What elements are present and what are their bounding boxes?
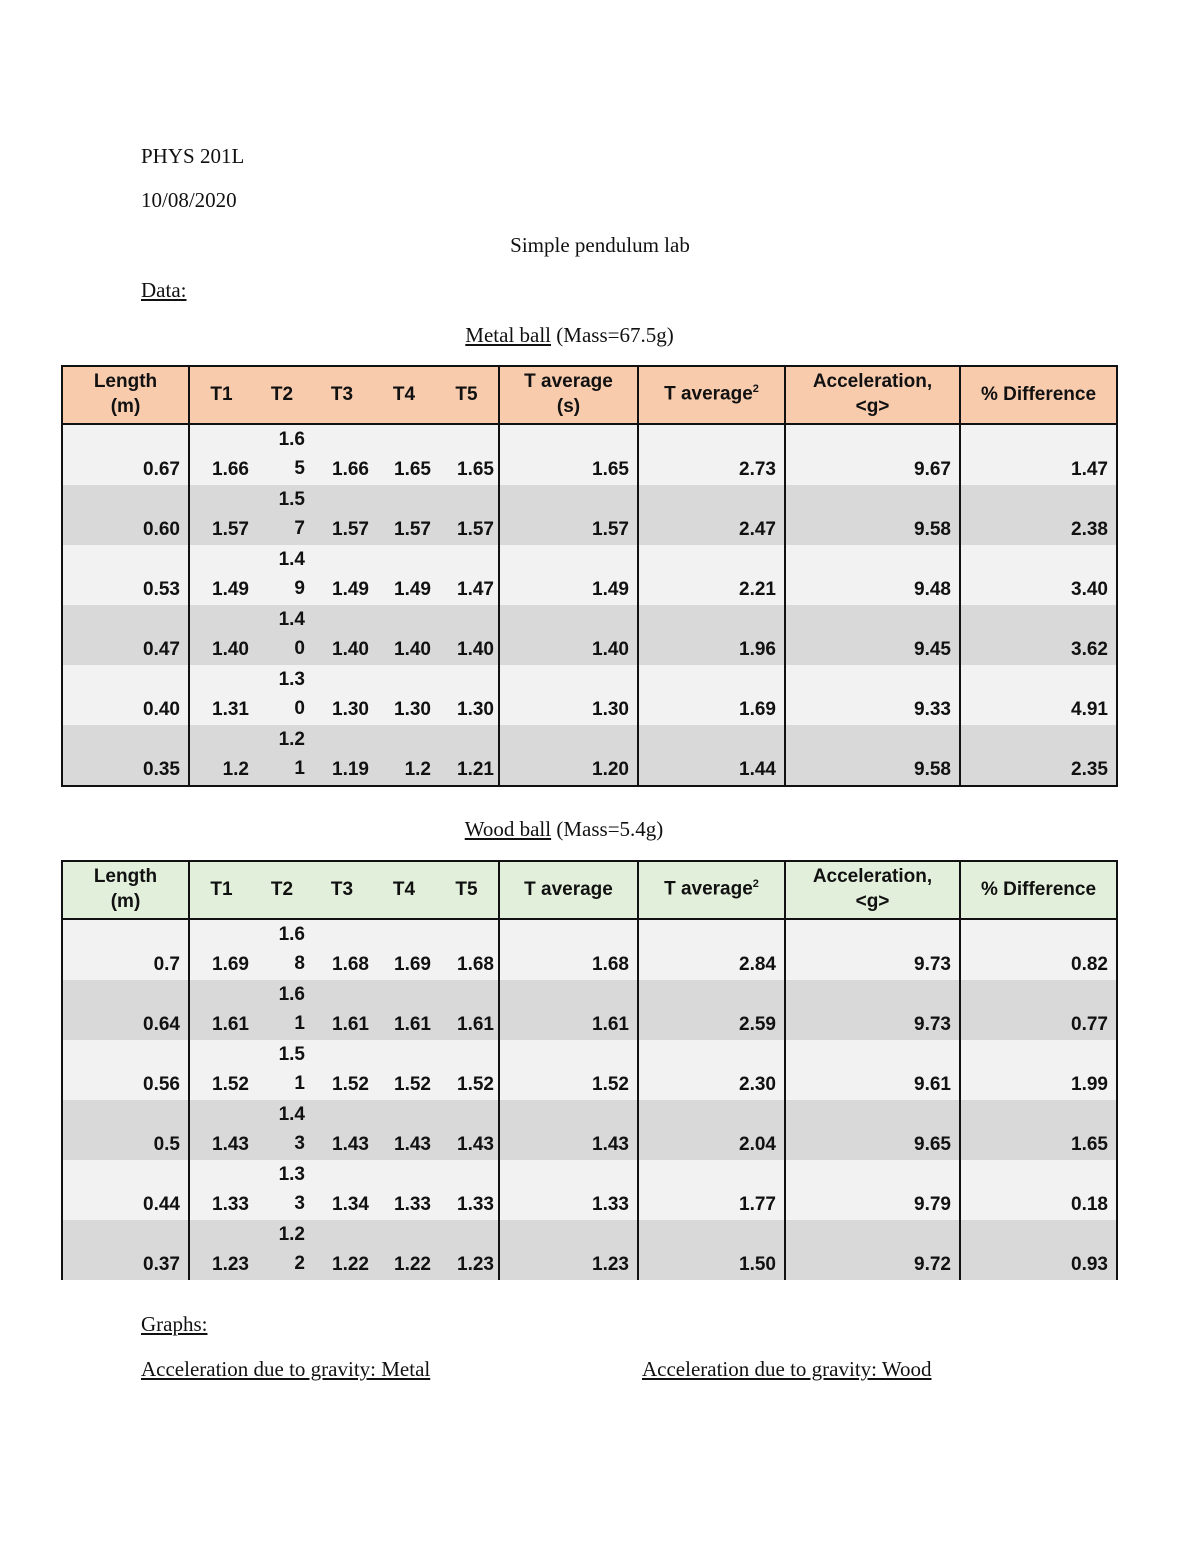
cell-t5: 1.21 (435, 725, 499, 786)
header-t-average-squared: T average$^2$ (638, 366, 785, 424)
cell-acceleration: 9.58 (785, 485, 960, 545)
cell-acceleration: 9.73 (785, 919, 960, 980)
header-t3: T3 (311, 366, 373, 424)
header-t4: T4 (373, 366, 435, 424)
header-t-average-squared: T average$^2$ (638, 861, 785, 919)
cell-t3: 1.68 (311, 919, 373, 980)
cell-t-average: 1.49 (499, 545, 638, 605)
cell-t2: 1.3 3 (253, 1160, 311, 1220)
cell-t3: 1.43 (311, 1100, 373, 1160)
cell-t-average-squared: 1.50 (638, 1220, 785, 1280)
cell-t4: 1.40 (373, 605, 435, 665)
metal-data-table (61, 365, 1118, 787)
cell-t1: 1.57 (189, 485, 253, 545)
cell-t1: 1.52 (189, 1040, 253, 1100)
cell-t3: 1.52 (311, 1040, 373, 1100)
cell-t2: 1.5 7 (253, 485, 311, 545)
cell-t5: 1.61 (435, 980, 499, 1040)
cell-t2: 1.6 1 (253, 980, 311, 1040)
cell-t4: 1.33 (373, 1160, 435, 1220)
cell-t-average-squared: 1.96 (638, 605, 785, 665)
cell-t1: 1.23 (189, 1220, 253, 1280)
cell-t-average: 1.40 (499, 605, 638, 665)
cell-t-average: 1.52 (499, 1040, 638, 1100)
cell-percent-difference: 0.77 (960, 980, 1117, 1040)
cell-t1: 1.31 (189, 665, 253, 725)
metal-table-caption (0, 323, 1139, 348)
header-length: Length (m) (62, 861, 189, 919)
cell-t2: 1.5 1 (253, 1040, 311, 1100)
header-t4: T4 (373, 861, 435, 919)
cell-t1: 1.33 (189, 1160, 253, 1220)
table-row (62, 605, 1117, 665)
page-title: Simple pendulum lab (510, 233, 690, 257)
cell-t-average: 1.61 (499, 980, 638, 1040)
cell-t-average: 1.57 (499, 485, 638, 545)
cell-t2: 1.6 8 (253, 919, 311, 980)
cell-t2: 1.2 2 (253, 1220, 311, 1280)
cell-t-average: 1.68 (499, 919, 638, 980)
cell-t-average-squared: 2.04 (638, 1100, 785, 1160)
date-label: 10/08/2020 (141, 188, 237, 212)
cell-percent-difference: 1.99 (960, 1040, 1117, 1100)
header-length: Length (m) (62, 366, 189, 424)
metal-graph-title: Acceleration due to gravity: Metal (141, 1357, 431, 1381)
cell-t4: 1.61 (373, 980, 435, 1040)
cell-acceleration: 9.33 (785, 665, 960, 725)
cell-t-average-squared: 1.69 (638, 665, 785, 725)
cell-t4: 1.43 (373, 1100, 435, 1160)
table-row (62, 1100, 1117, 1160)
cell-acceleration: 9.65 (785, 1100, 960, 1160)
cell-acceleration: 9.72 (785, 1220, 960, 1280)
header-t-average: T average (s) (499, 366, 638, 424)
header-t-average: T average (499, 861, 638, 919)
cell-acceleration: 9.61 (785, 1040, 960, 1100)
header-t3: T3 (311, 861, 373, 919)
header-t2: T2 (253, 366, 311, 424)
cell-t3: 1.22 (311, 1220, 373, 1280)
cell-percent-difference: 4.91 (960, 665, 1117, 725)
cell-t4: 1.65 (373, 424, 435, 485)
cell-t2: 1.2 1 (253, 725, 311, 786)
cell-t5: 1.57 (435, 485, 499, 545)
cell-t5: 1.33 (435, 1160, 499, 1220)
header-acceleration: Acceleration, <g> (785, 366, 960, 424)
table-row (62, 980, 1117, 1040)
cell-length: 0.56 (62, 1040, 189, 1100)
cell-percent-difference: 0.82 (960, 919, 1117, 980)
cell-percent-difference: 3.62 (960, 605, 1117, 665)
cell-t2: 1.4 0 (253, 605, 311, 665)
cell-t5: 1.47 (435, 545, 499, 605)
table-row (62, 919, 1117, 980)
cell-t4: 1.69 (373, 919, 435, 980)
cell-t5: 1.40 (435, 605, 499, 665)
cell-acceleration: 9.79 (785, 1160, 960, 1220)
cell-length: 0.53 (62, 545, 189, 605)
cell-t3: 1.49 (311, 545, 373, 605)
cell-t4: 1.30 (373, 665, 435, 725)
cell-length: 0.37 (62, 1220, 189, 1280)
header-acceleration: Acceleration, <g> (785, 861, 960, 919)
cell-t5: 1.68 (435, 919, 499, 980)
data-label: Data: (141, 278, 187, 302)
cell-t-average-squared: 1.44 (638, 725, 785, 786)
header-percent-difference: % Difference (960, 366, 1117, 424)
table-row (62, 725, 1117, 786)
cell-t-average: 1.20 (499, 725, 638, 786)
cell-length: 0.44 (62, 1160, 189, 1220)
cell-t2: 1.3 0 (253, 665, 311, 725)
table-row (62, 1040, 1117, 1100)
wood-caption-name: Wood ball (464, 817, 552, 841)
cell-t2: 1.4 3 (253, 1100, 311, 1160)
cell-t1: 1.2 (189, 725, 253, 786)
graphs-label: Graphs: (141, 1312, 208, 1336)
cell-t4: 1.22 (373, 1220, 435, 1280)
metal-caption-name: Metal ball (465, 323, 552, 347)
cell-percent-difference: 1.47 (960, 424, 1117, 485)
cell-t-average-squared: 2.59 (638, 980, 785, 1040)
wood-graph-title: Acceleration due to gravity: Wood (642, 1357, 932, 1381)
cell-acceleration: 9.73 (785, 980, 960, 1040)
cell-t-average: 1.43 (499, 1100, 638, 1160)
cell-t1: 1.43 (189, 1100, 253, 1160)
cell-t5: 1.30 (435, 665, 499, 725)
wood-data-table (61, 860, 1118, 1280)
cell-length: 0.60 (62, 485, 189, 545)
cell-acceleration: 9.45 (785, 605, 960, 665)
cell-length: 0.35 (62, 725, 189, 786)
course-label: PHYS 201L (141, 144, 245, 168)
cell-t5: 1.65 (435, 424, 499, 485)
cell-t-average: 1.33 (499, 1160, 638, 1220)
cell-percent-difference: 2.35 (960, 725, 1117, 786)
wood-caption-mass: (Mass=5.4g) (551, 817, 664, 841)
cell-percent-difference: 3.40 (960, 545, 1117, 605)
cell-t1: 1.69 (189, 919, 253, 980)
cell-t5: 1.23 (435, 1220, 499, 1280)
cell-t2: 1.4 9 (253, 545, 311, 605)
wood-table-caption (0, 817, 1128, 842)
cell-percent-difference: 1.65 (960, 1100, 1117, 1160)
cell-length: 0.47 (62, 605, 189, 665)
header-t5: T5 (435, 861, 499, 919)
cell-t3: 1.19 (311, 725, 373, 786)
cell-t-average: 1.30 (499, 665, 638, 725)
cell-t5: 1.52 (435, 1040, 499, 1100)
cell-t3: 1.61 (311, 980, 373, 1040)
cell-t-average-squared: 1.77 (638, 1160, 785, 1220)
cell-t3: 1.40 (311, 605, 373, 665)
cell-t4: 1.52 (373, 1040, 435, 1100)
cell-length: 0.67 (62, 424, 189, 485)
cell-t1: 1.61 (189, 980, 253, 1040)
cell-percent-difference: 0.93 (960, 1220, 1117, 1280)
header-t1: T1 (189, 366, 253, 424)
cell-t5: 1.43 (435, 1100, 499, 1160)
cell-t-average-squared: 2.47 (638, 485, 785, 545)
cell-t-average-squared: 2.84 (638, 919, 785, 980)
table-row (62, 665, 1117, 725)
cell-t3: 1.34 (311, 1160, 373, 1220)
cell-t-average: 1.65 (499, 424, 638, 485)
cell-length: 0.64 (62, 980, 189, 1040)
cell-length: 0.5 (62, 1100, 189, 1160)
metal-caption-mass: (Mass=67.5g) (551, 323, 674, 347)
header-percent-difference: % Difference (960, 861, 1117, 919)
cell-t-average-squared: 2.21 (638, 545, 785, 605)
table-row (62, 485, 1117, 545)
wood-header-row (62, 861, 1117, 919)
cell-t-average: 1.23 (499, 1220, 638, 1280)
header-t1: T1 (189, 861, 253, 919)
cell-length: 0.7 (62, 919, 189, 980)
cell-acceleration: 9.48 (785, 545, 960, 605)
table-row (62, 424, 1117, 485)
metal-header-row (62, 366, 1117, 424)
cell-acceleration: 9.67 (785, 424, 960, 485)
cell-t-average-squared: 2.30 (638, 1040, 785, 1100)
cell-t1: 1.49 (189, 545, 253, 605)
cell-percent-difference: 2.38 (960, 485, 1117, 545)
cell-acceleration: 9.58 (785, 725, 960, 786)
cell-t4: 1.57 (373, 485, 435, 545)
cell-t2: 1.6 5 (253, 424, 311, 485)
cell-t4: 1.49 (373, 545, 435, 605)
cell-t3: 1.30 (311, 665, 373, 725)
cell-t4: 1.2 (373, 725, 435, 786)
table-row (62, 1160, 1117, 1220)
cell-t1: 1.40 (189, 605, 253, 665)
cell-t1: 1.66 (189, 424, 253, 485)
header-t2: T2 (253, 861, 311, 919)
table-row (62, 1220, 1117, 1280)
cell-t-average-squared: 2.73 (638, 424, 785, 485)
table-row (62, 545, 1117, 605)
cell-t3: 1.57 (311, 485, 373, 545)
header-t5: T5 (435, 366, 499, 424)
cell-length: 0.40 (62, 665, 189, 725)
cell-percent-difference: 0.18 (960, 1160, 1117, 1220)
cell-t3: 1.66 (311, 424, 373, 485)
